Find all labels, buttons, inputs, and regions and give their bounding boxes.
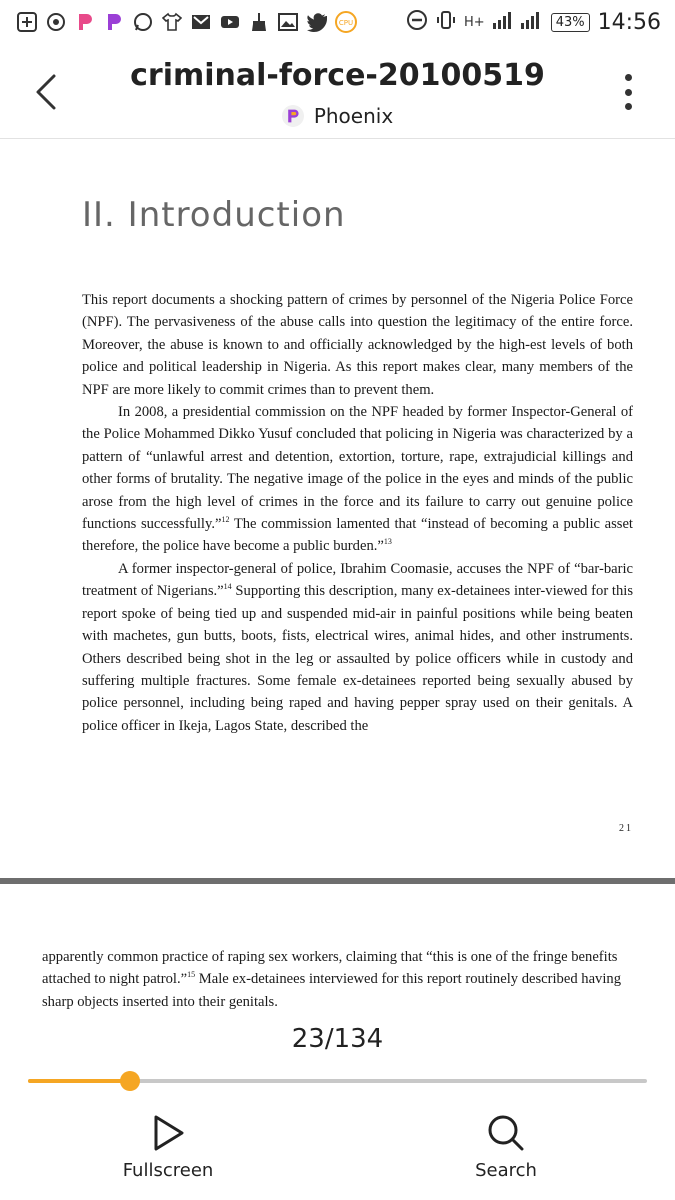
- fullscreen-button[interactable]: [88, 1114, 248, 1181]
- section-title: II. Introduction: [82, 195, 346, 235]
- fullscreen-label: Fullscreen: [122, 1160, 214, 1181]
- page-divider: [0, 878, 675, 884]
- system-indicators: [406, 0, 661, 44]
- page-indicator: 23/134: [291, 1024, 384, 1054]
- signal-icon: [493, 10, 543, 34]
- twitter-icon: [306, 11, 328, 33]
- page-body: [82, 289, 633, 737]
- paragraph: In 2008, a presidential commission on the NPF headed by former Inspector-General of the Police Mohammed Dikko Yusuf concluded that policing in Nigeria was characterized by a pattern of “unlawful arrest and detention, extortion, torture, rape, extrajudicial killings and other forms of brutality. The negative image of the police in the eyes and minds of the public arose from the high level of crimes in the force and its failure to carry out genuine police functions successfully.”$^{12}$ The commission lamented that “instead of becoming a public asset therefore, the police have become a public burden.”$^{13}$: [82, 404, 633, 555]
- vibrate-icon: [436, 9, 456, 35]
- search-icon: [487, 1114, 525, 1152]
- paragraph: This report documents a shocking pattern of crimes by personnel of the Nigeria Police Force (NPF). The pervasiveness of the abuse calls into question the legitimacy of the entire force. Moreover, the abuse is known to and officially acknowledged by the high-est levels of both police and political leadership in Nigeria. As this report makes clear, many members of the NPF are more likely to commit crimes than to prevent them.: [82, 292, 633, 398]
- footnote-ref[interactable]: 13: [383, 537, 392, 547]
- shirt-icon: [161, 11, 183, 33]
- cpu-icon: [335, 11, 357, 33]
- app-header: [0, 44, 675, 139]
- page-slider[interactable]: [28, 1079, 647, 1083]
- footnote-ref[interactable]: 15: [187, 970, 196, 980]
- phoenix-icon-2: [103, 11, 125, 33]
- clock: 14:56: [597, 9, 661, 35]
- notification-icons: [16, 11, 357, 33]
- youtube-icon: [219, 11, 241, 33]
- phoenix-logo-icon: [282, 105, 304, 127]
- network-type: H+: [464, 14, 485, 30]
- dnd-icon: [406, 9, 428, 35]
- status-bar: [0, 0, 675, 44]
- search-button[interactable]: [426, 1114, 586, 1181]
- cpu-label: CPU: [338, 19, 354, 27]
- play-icon: [150, 1114, 186, 1152]
- next-page-body: apparently common practice of raping sex workers, claiming that “this is one of the fringe benefits attached to night patrol.”$^{15}$ Male ex-detainees interviewed for this report routinely described having sharp objects inserted into their genitals.: [42, 949, 621, 1010]
- chrome-icon: [45, 11, 67, 33]
- app-name: Phoenix: [313, 104, 394, 128]
- battery-indicator: 43%: [551, 13, 590, 32]
- dot-icon: [625, 89, 632, 96]
- app-source: [0, 104, 675, 128]
- phoenix-icon: [74, 11, 96, 33]
- page-number: 21: [619, 823, 633, 834]
- footnote-ref[interactable]: 12: [221, 515, 230, 525]
- page-slider-progress: [28, 1079, 130, 1083]
- add-box-icon: [16, 11, 38, 33]
- document-title: criminal-force-20100519: [130, 58, 545, 93]
- dot-icon: [625, 74, 632, 81]
- gmail-icon: [190, 11, 212, 33]
- paragraph: A former inspector-general of police, Ibrahim Coomasie, accuses the NPF of “bar-baric treatment of Nigerians.”$^{14}$ Supporting this description, many ex-detainees inter-viewed for this report spoke of being tied up and suspended mid-air in painful positions while being beaten with machetes, gun butts, boots, fists, electrical wires, animal hides, and other instruments. Others described being shot in the leg or assaulted by police officers while in custody and suffering multiple fractures. Some female ex-detainees reported being sexually abused by police personnel, including being raped and having pepper spray used on their genitals. A police officer in Ikeja, Lagos State, described the: [82, 560, 634, 734]
- page-slider-thumb[interactable]: [120, 1071, 140, 1091]
- footnote-ref[interactable]: 14: [223, 582, 232, 592]
- dot-icon: [625, 103, 632, 110]
- search-label: Search: [475, 1160, 537, 1181]
- whatsapp-icon: [132, 11, 154, 33]
- image-icon: [277, 11, 299, 33]
- broom-icon: [248, 11, 270, 33]
- more-options-button[interactable]: [623, 74, 633, 110]
- document-page[interactable]: [0, 139, 675, 879]
